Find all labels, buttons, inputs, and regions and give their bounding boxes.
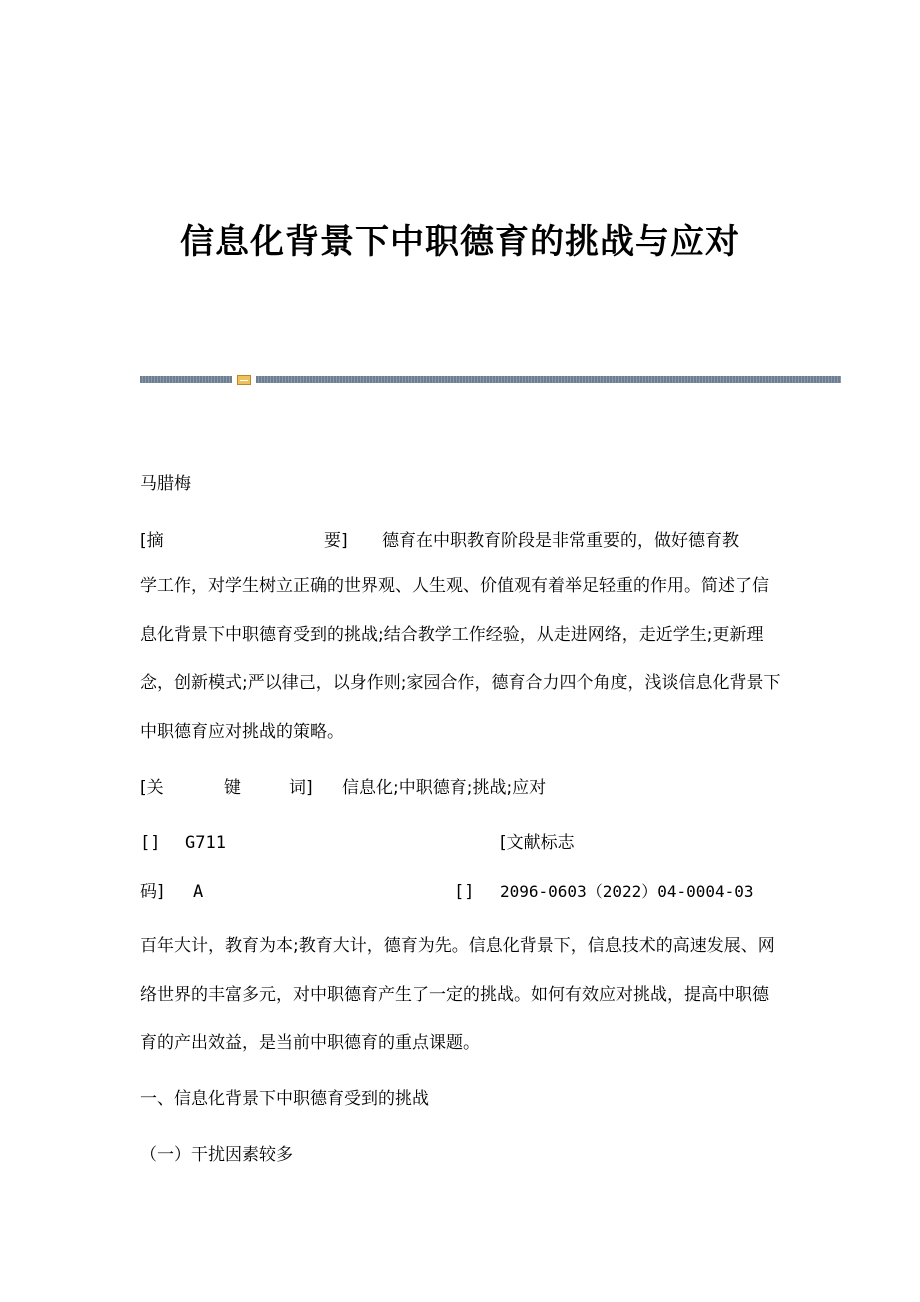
title-divider: [140, 375, 841, 385]
document-title: 信息化背景下中职德育的挑战与应对: [180, 222, 740, 262]
keywords-label-part-3: 词]: [289, 778, 313, 798]
divider-bar-left: [140, 376, 232, 383]
intro-paragraph: 百年大计，教育为本;教育大计，德育为先。信息化背景下，信息技术的高速发展、网络世界的丰富多元，对中职德育产生了一定的挑战。如何有效应对挑战，提高中职德育的产出效益，是当前中职德育的重点课题。: [140, 936, 775, 1053]
document-code-label-start: [文献标志: [500, 833, 575, 853]
abstract-label-start: [摘: [140, 531, 164, 551]
clc-number: G711: [185, 833, 226, 853]
document-code-value: A: [193, 882, 204, 902]
subsection-1-heading: （一）干扰因素较多: [140, 1145, 293, 1165]
keywords-text: 信息化;中职德育;挑战;应对: [342, 778, 547, 798]
article-number-value: 2096-0603（2022）04-0004-03: [500, 882, 754, 901]
abstract-text-first-line: 德育在中职教育阶段是非常重要的，做好德育教: [382, 531, 739, 551]
clc-bracket: []: [140, 833, 161, 853]
section-1-heading: 一、信息化背景下中职德育受到的挑战: [140, 1089, 429, 1109]
document-code-label-end: 码]: [140, 882, 164, 902]
keywords-label-part-1: [关: [140, 778, 164, 798]
author-name: 马腊梅: [140, 474, 191, 494]
abstract-text-body: 学工作，对学生树立正确的世界观、人生观、价值观有着举足轻重的作用。简述了信息化背景下中职德育受到的挑战;结合教学工作经验，从走进网络，走近学生;更新理念，创新模式;严以律己，以身作则;家园合作，德育合力四个角度，浅谈信息化背景下中职德育应对挑战的策略。: [140, 576, 781, 742]
divider-bar-right: [256, 376, 841, 383]
abstract-label-end: 要]: [324, 531, 348, 551]
divider-emblem-icon: [237, 375, 251, 385]
keywords-label-part-2: 键: [224, 778, 241, 798]
article-number-bracket: []: [454, 882, 475, 902]
